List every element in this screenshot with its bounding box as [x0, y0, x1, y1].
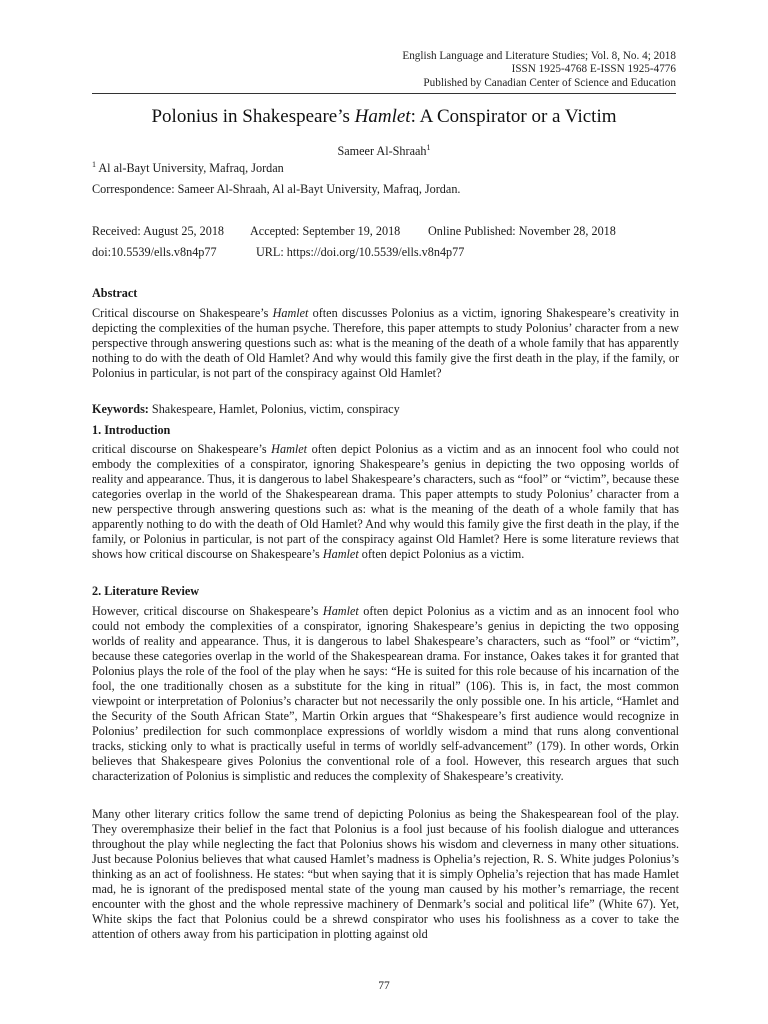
intro-italic-2: Hamlet [322, 547, 359, 561]
intro-heading: 1. Introduction [92, 423, 171, 437]
title-text: Polonius in Shakespeare’s [151, 106, 355, 127]
title-italic: Hamlet [354, 106, 411, 127]
author [0, 144, 768, 159]
affiliation [92, 161, 284, 176]
abstract-body [92, 306, 679, 381]
abstract-italic: Hamlet [272, 306, 309, 320]
intro-italic: Hamlet [271, 442, 308, 456]
intro-text-end: often depict Polonius as a victim. [358, 547, 525, 561]
abstract-text: Critical discourse on Shakespeare’s [92, 306, 273, 320]
accepted-date: Accepted: September 19, 2018 [250, 224, 401, 238]
abstract-text-end: often discusses Polonius as a victim, ignoring Shakespeare’s creativity in depicting the complexities of the human psyche. Therefore, this paper attempts to study Polonius’ character from a new perspective through answering questions such as: what is the meaning of the death of a whole family that has apparently nothing to do with the death of Old Hamlet? And why would this family give the first death in the play, if the family, or Polonius in particular, is not part of the conspiracy against Old Hamlet? [92, 306, 679, 380]
review-paragraph-1 [92, 604, 679, 784]
review-p1-text: However, critical discourse on Shakespeare’s [92, 604, 323, 618]
issn-line: ISSN 1925-4768 E-ISSN 1925-4776 [511, 63, 676, 76]
author-name: Sameer Al-Shraah [337, 144, 427, 158]
intro-text: critical discourse on Shakespeare’s [92, 442, 272, 456]
review-p1-italic: Hamlet [322, 604, 359, 618]
keywords [92, 402, 400, 417]
review-paragraph-2: Many other literary critics follow the same trend of depicting Polonius as being the Shakespearean fool of the play. They overemphasize their belief in the fact that Polonius is a fool just because of his foolish dialogue and utterances throughout the play while neglecting the fact that Polonius shows his wisdom and cleverness in many other situations. Just because Polonius believes that what caused Hamlet’s madness is Ophelia’s rejection, R. S. White judges Polonius’s thinking as an act of foolishness. He states: “but when saying that it is simply Ophelia’s rejection that has made Hamlet mad, he is ignorant of the predisposed mental state of the young man caused by his mother’s remarriage, the recent encounter with the ghost and the whole repressive machinery of Denmark’s social and political life” (White 67). Yet, White skips the fact that Polonius could be a shrewd conspirator who uses his foolishness as a cover to take the attention of others away from his participation in plotting against old [92, 807, 679, 941]
page-number: 77 [378, 980, 390, 992]
affiliation-text: Al al-Bayt University, Mafraq, Jordan [98, 161, 284, 175]
keywords-text: Shakespeare, Hamlet, Polonius, victim, conspiracy [148, 402, 400, 416]
intro-body [92, 442, 679, 562]
review-p1-text-end: often depict Polonius as a victim and as an innocent fool who could not embody the complexities of a conspirator, ignoring Shakespeare’s genius in depicting the two opposing worlds of reality and appearance. Thus, it is dangerous to label Shakespeare’s characters, such as “fool” or “victim”, because these categories overlap in the world of the Shakespearean drama. For instance, Oakes takes it for granted that Polonius plays the role of the fool of the play when he says: “He is suited for this role because of his incarnation of the fool, the one traditionally chosen as a substitute for the king in ritual” (106). This is, in fact, the most common viewpoint or interpretation of Polonius’s character but not necessarily the only possible one. In his article, “Hamlet and the Security of the South African State”, Martin Orkin argues that “Shakespeare’s first audience would recognize in Polonius’ predilection for such commonplace expressions of worldly wisdom a mind that runs along conventional tracks, sticking only to what is practically useful in terms of worldly self-advancement” (179). In other words, Orkin believes that Shakespeare gives Polonius the conventional role of a fool. However, this research argues that such characterization of Polonius is simplistic and reduces the complexity of Shakespeare’s creativity. [92, 604, 679, 783]
received-date: Received: August 25, 2018 [92, 224, 225, 238]
author-mark: 1 [426, 142, 431, 152]
correspondence: Correspondence: Sameer Al-Shraah, Al al-Bayt University, Mafraq, Jordan. [92, 182, 461, 196]
header-rule [92, 93, 676, 94]
dates-line [92, 224, 679, 239]
keywords-label: Keywords: [92, 402, 149, 416]
intro-text-mid: often depict Polonius as a victim and as an innocent fool who could not embody the complexities of a conspirator, ignoring Shakespeare’s genius in depicting the two opposing worlds of reality and appearance. Thus, it is dangerous to label Shakespeare’s characters, such as “fool” or “victim”, because these categories overlap in the world of the Shakespearean drama. This paper attempts to study Polonius’ character from a new perspective through answering questions such as: what is the meaning of the death of a whole family that has apparently nothing to do with the death of Old Hamlet? And why would this family give the first death in the play, if the family, or Polonius in particular, is not part of the conspiracy against Old Hamlet? Here is some literature reviews that shows how critical discourse on Shakespeare’s [92, 442, 679, 561]
review-heading: 2. Literature Review [92, 584, 200, 598]
paper-title [0, 105, 768, 129]
doi-url[interactable]: URL: https://doi.org/10.5539/ells.v8n4p77 [256, 245, 465, 259]
published-date: Online Published: November 28, 2018 [428, 224, 616, 238]
title-text-end: : A Conspirator or a Victim [410, 106, 617, 127]
abstract-heading: Abstract [92, 286, 138, 300]
doi: doi:10.5539/ells.v8n4p77 [92, 245, 217, 259]
publisher-line: Published by Canadian Center of Science and Education [423, 76, 676, 89]
journal-line: English Language and Literature Studies; Vol. 8, No. 4; 2018 [402, 50, 676, 62]
journal-header [402, 50, 676, 90]
affiliation-mark: 1 [92, 159, 96, 169]
ids-line [92, 245, 679, 260]
